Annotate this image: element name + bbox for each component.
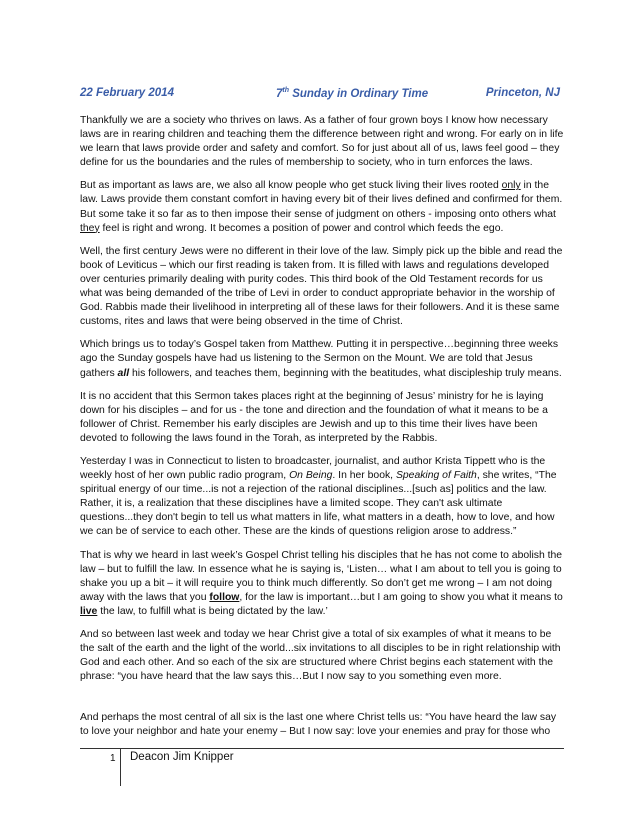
paragraph-text: And so between last week and today we hear Christ give a total of six examples of what it means to be the salt of the earth and the light of the world...six invitations to all disciples to be in right relationship with God and each other. And so each of the six are structured where Christ begins each statement with the phrase: “you have heard that the law says this…But I now say to you something even more. xyxy=(80,629,561,683)
paragraph-7 xyxy=(80,549,564,619)
page-footer xyxy=(80,748,564,788)
paragraph-6 xyxy=(80,455,564,540)
homily-body xyxy=(80,114,564,749)
paragraph-2 xyxy=(80,179,564,235)
italic-title-speaking-of-faith: Speaking of Faith xyxy=(395,470,477,482)
footer-author: Deacon Jim Knipper xyxy=(130,751,234,763)
header-day-suffix: th xyxy=(282,87,290,94)
paragraph-text: Thankfully we are a society who thrives on laws. As a father of four grown boys I know how necessary laws are in rearing children and teaching them the difference between right and wrong. For early on in life we learn that laws provide order and safety and comfort. So for just about all of us, laws feel good – they define for us the boundaries and the rules of membership to society, who in turn enforces the laws. xyxy=(80,115,564,169)
paragraph-text: in the law. Laws provide them constant comfort in having every bit of their lives defined and confirmed for them. But some take it so far as to then impose their sense of judgment on others - imposing onto others what xyxy=(80,180,563,220)
paragraph-text: Yesterday I was in Connecticut to listen to broadcaster, journalist, and author Krista Tippett who is the weekly host of her own public radio program, xyxy=(80,455,546,482)
underlined-word-only: only xyxy=(501,180,521,192)
footer-divider xyxy=(80,748,564,749)
paragraph-text: , for the law is important…but I am going to show you what it means to xyxy=(239,591,563,603)
paragraph-text: . In her book, xyxy=(332,470,396,482)
document-header xyxy=(80,87,560,103)
page-number: 1 xyxy=(110,753,116,764)
paragraph-text: That is why we heard in last week’s Gospel Christ telling his disciples that he has not come to abolish the law – but to fulfill the law. In essence what he is saying is, ‘Listen… what I am about to tell you is going to shake you up a bit – it will require you to think much differently. So don’t get me wrong – I am not doing away with the laws that you xyxy=(80,549,563,603)
paragraph-text: Well, the first century Jews were no different in their love of the law. Simply pick up the bible and read the book of Leviticus – which our first reading is taken from. It is filled with laws and regulations developed over centuries primarily dealing with purity codes. This third book of the Old Testament records for us what was being demanded of the tribe of Levi in order to conduct appropriate behavior in the worship of God. Rabbis made their livelihood in interpreting all of these laws for their followers. And it is these same customs, rites and laws that were being observed in the time of Christ. xyxy=(80,245,563,328)
paragraph-text: It is no accident that this Sermon takes places right at the beginning of Jesus’ ministry for he is laying down for his disciples – and for us - the tone and direction and the foundation of what it means to be a follower of Christ. Remember his early disciples are Jewish and up to this time their lives have been devoted to following the laws found in the Torah, as interpreted by the Rabbis. xyxy=(80,390,548,444)
underlined-word-they: they xyxy=(80,222,100,234)
paragraph-text: his followers, and teaches them, beginning with the beatitudes, what discipleship truly means. xyxy=(129,367,562,379)
paragraph-3 xyxy=(80,245,564,330)
emphasized-word-live: live xyxy=(80,605,98,617)
emphasized-word-follow: follow xyxy=(209,591,240,603)
footer-vertical-divider xyxy=(120,748,121,786)
paragraph-text: feel is right and wrong. It becomes a position of power and control which feeds the ego. xyxy=(99,222,504,234)
paragraph-4 xyxy=(80,338,564,380)
paragraph-text: , she writes, “The spiritual energy of our time...is not a rejection of the rational disciplines...[such as] politics and the law. Rather, it is, a realization that these disciplines have a limited scope. They can't ask ultimate questions...they don't begin to tell us what matters in life, what matters in a death, how to love, and how we can be of service to each other. These are the kinds of questions religion arose to address.” xyxy=(80,470,557,538)
emphasized-word-all: all xyxy=(117,367,130,379)
header-location: Princeton, NJ xyxy=(485,87,560,99)
header-day-name: Sunday in Ordinary Time xyxy=(289,88,429,100)
paragraph-8 xyxy=(80,628,564,684)
paragraph-text: And perhaps the most central of all six is the last one where Christ tells us: “You have heard the law say to love your neighbor and hate your enemy – But I now say: love your enemies and pray for those who xyxy=(80,712,557,738)
header-day-number: 7 xyxy=(276,88,283,100)
italic-title-on-being: On Being xyxy=(289,470,333,482)
paragraph-1 xyxy=(80,114,564,170)
paragraph-text: Which brings us to today’s Gospel taken from Matthew. Putting it in perspective…beginning three weeks ago the Sunday gospels have had us listening to the Sermon on the Mount. We are told that Jesus gathers xyxy=(80,339,559,379)
paragraph-text: the law, to fulfill what is being dictated by the law.’ xyxy=(97,605,328,617)
paragraph-9 xyxy=(80,711,564,739)
header-date: 22 February 2014 xyxy=(80,87,174,99)
paragraph-text: But as important as laws are, we also all know people who get stuck living their lives rooted xyxy=(80,180,502,192)
paragraph-5 xyxy=(80,390,564,446)
header-liturgical-day xyxy=(276,87,428,100)
